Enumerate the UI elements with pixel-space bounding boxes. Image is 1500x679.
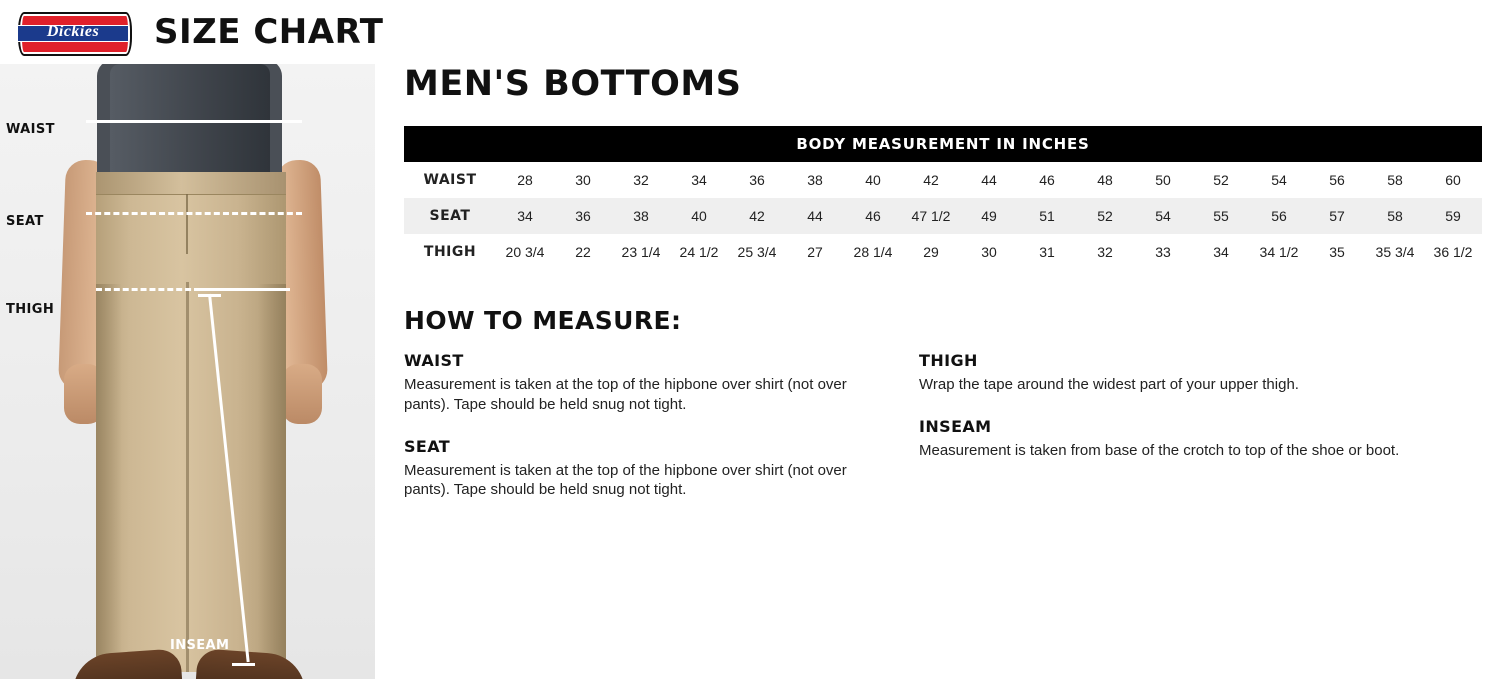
how-item-inseam-label: INSEAM [919,416,992,436]
how-item-waist [404,351,919,415]
cell-seat-0: 34 [496,198,554,234]
seat-measure-line [86,212,302,215]
thigh-measure-line [96,288,200,291]
how-to-measure-grid [404,351,1482,522]
cell-waist-11: 50 [1155,172,1171,188]
cell-seat-4: 42 [728,198,786,234]
cell-seat-12: 55 [1192,198,1250,234]
dickies-logo [18,10,128,54]
cell-waist-3: 34 [691,172,707,188]
cell-seat-10: 52 [1076,198,1134,234]
cell-thigh-10: 32 [1097,244,1113,260]
cell-seat-2: 38 [612,198,670,234]
how-to-measure-column-left [404,351,919,522]
model-right-leg-shading [258,284,286,672]
cell-thigh-14: 35 [1329,244,1345,260]
how-item-seat [404,437,919,501]
cell-seat-15: 58 [1366,198,1424,234]
cell-seat-7: 47 1/2 [902,198,960,234]
cell-waist-16: 60 [1445,172,1461,188]
cell-seat-11: 54 [1134,198,1192,234]
thigh-measure-line-right [200,288,290,291]
how-item-waist-text: Measurement is taken at the top of the hipbone over shirt (not over pants). Tape should be held snug not tight. [404,376,847,413]
cell-thigh-5: 27 [807,244,823,260]
row-label-waist: WAIST [423,172,477,188]
cell-thigh-2: 23 1/4 [621,244,661,260]
logo-wordmark: Dickies [46,23,100,40]
size-chart-content [404,64,1482,522]
thigh-measure-label: THIGH [6,302,55,317]
how-item-thigh [919,351,1482,395]
cell-thigh-4: 25 3/4 [737,244,777,260]
cell-waist-1: 30 [575,172,591,188]
cell-waist-6: 40 [865,172,881,188]
cell-waist-2: 32 [633,172,649,188]
model-left-leg-shading [96,284,122,672]
cell-waist-8: 44 [981,172,997,188]
cell-seat-3: 40 [670,198,728,234]
model-photo-panel [0,64,375,679]
model-pants-leg-seam [186,282,189,672]
cell-seat-16: 59 [1424,198,1482,234]
how-item-thigh-text: Wrap the tape around the widest part of your upper thigh. [919,376,1299,393]
cell-thigh-11: 33 [1155,244,1171,260]
cell-seat-6: 46 [844,198,902,234]
cell-thigh-0: 20 3/4 [505,244,545,260]
cell-waist-10: 48 [1097,172,1113,188]
cell-seat-13: 56 [1250,198,1308,234]
cell-thigh-15: 35 3/4 [1375,244,1415,260]
cell-waist-13: 54 [1271,172,1287,188]
cell-thigh-13: 34 1/2 [1259,244,1299,260]
cell-waist-5: 38 [807,172,823,188]
model-waistband [96,172,286,195]
seat-measure-label: SEAT [6,214,44,229]
how-item-waist-label: WAIST [404,351,464,370]
cell-waist-7: 42 [923,172,939,188]
section-title: MEN'S BOTTOMS [404,64,742,104]
table-row-waist [404,162,1482,198]
waist-measure-label: WAIST [6,122,55,137]
row-label-thigh: THIGH [423,244,477,260]
how-item-thigh-label: THIGH [919,351,978,370]
inseam-measure-label: INSEAM [170,638,230,653]
cell-waist-14: 56 [1329,172,1345,188]
how-item-inseam-text: Measurement is taken from base of the crotch to top of the shoe or boot. [919,441,1400,459]
model-right-hand [282,364,322,424]
how-to-measure-column-right [919,351,1482,522]
how-item-seat-text: Measurement is taken at the top of the hipbone over shirt (not over pants). Tape should be held snug not tight. [404,461,847,499]
table-header-bar: BODY MEASUREMENT IN INCHES [404,126,1482,162]
cell-thigh-8: 30 [981,244,997,260]
cell-waist-4: 36 [749,172,765,188]
cell-thigh-7: 29 [923,244,939,260]
inseam-line-bottom-cap [232,663,255,666]
page-title: SIZE CHART [154,12,384,52]
cell-seat-8: 49 [960,198,1018,234]
table-row-seat [404,198,1482,234]
page-header [0,0,1500,64]
cell-waist-15: 58 [1387,172,1403,188]
cell-thigh-1: 22 [575,244,591,260]
how-item-seat-label: SEAT [404,436,451,456]
cell-thigh-6: 28 1/4 [853,244,893,260]
how-item-inseam [919,417,1482,461]
table-row-thigh [404,234,1482,270]
cell-thigh-3: 24 1/2 [679,244,719,260]
cell-thigh-16: 36 1/2 [1433,244,1473,260]
model-shirt-shading [110,64,270,184]
cell-seat-5: 44 [786,198,844,234]
cell-waist-0: 28 [517,172,533,188]
cell-seat-9: 51 [1018,198,1076,234]
cell-seat-14: 57 [1308,198,1366,234]
cell-thigh-9: 31 [1039,244,1055,260]
cell-seat-1: 36 [554,198,612,234]
waist-measure-line [86,120,302,123]
row-label-seat: SEAT [404,198,496,234]
cell-thigh-12: 34 [1213,244,1229,260]
model-pants-fly [186,194,188,254]
how-to-measure-title: HOW TO MEASURE: [404,306,682,335]
cell-waist-12: 52 [1213,172,1229,188]
cell-waist-9: 46 [1039,172,1055,188]
size-table [404,162,1482,270]
